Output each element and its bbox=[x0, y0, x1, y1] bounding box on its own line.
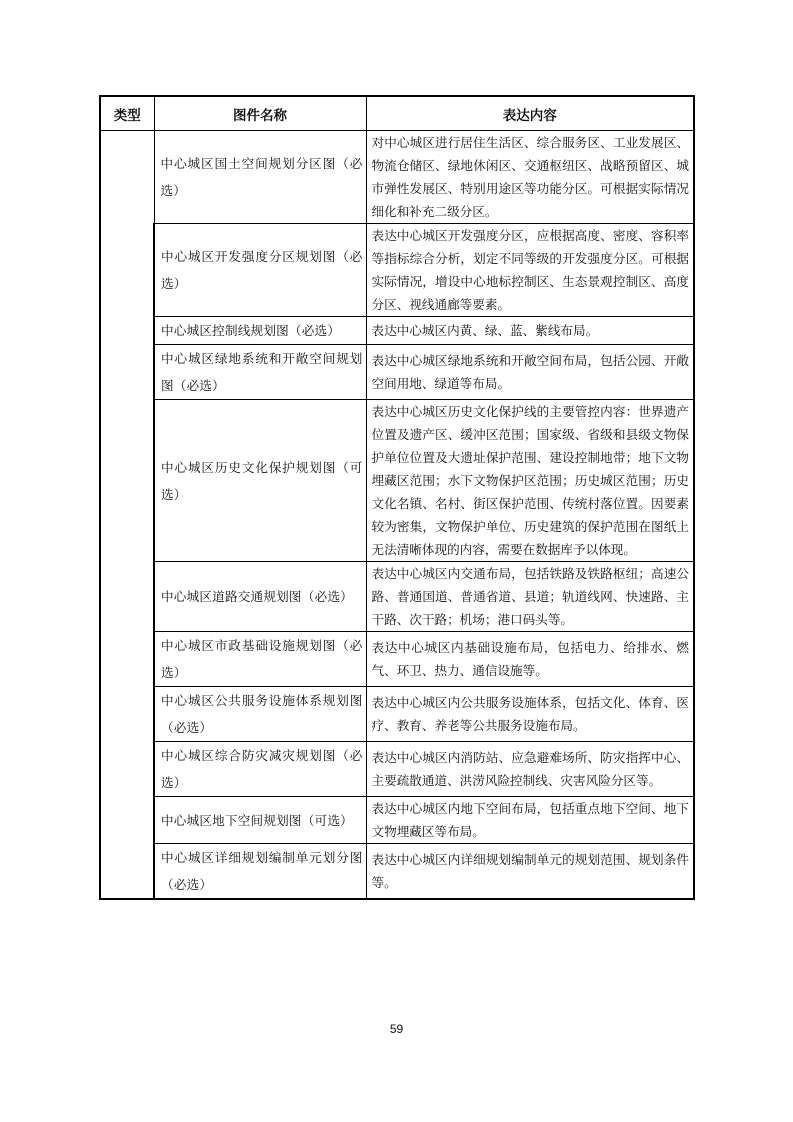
planning-maps-table bbox=[99, 95, 695, 900]
map-name-cell: 中心城区道路交通规划图（必选） bbox=[154, 562, 366, 632]
description-cell: 表达中心城区内基础设施布局，包括电力、给排水、燃气、环卫、热力、通信设施等。 bbox=[366, 632, 694, 687]
table-row bbox=[100, 345, 694, 400]
table-row bbox=[100, 687, 694, 742]
table-row bbox=[100, 224, 694, 317]
table-row bbox=[100, 742, 694, 797]
table-header-row bbox=[100, 96, 694, 131]
map-name-cell: 中心城区综合防灾减灾规划图（必选） bbox=[154, 742, 366, 797]
map-name-cell: 中心城区开发强度分区规划图（必选） bbox=[154, 224, 366, 317]
map-name-cell: 中心城区详细规划编制单元划分图（必选） bbox=[154, 844, 366, 900]
map-name-cell: 中心城区地下空间规划图（可选） bbox=[154, 797, 366, 844]
header-map-name: 图件名称 bbox=[154, 96, 366, 131]
table-row bbox=[100, 562, 694, 632]
map-name-cell: 中心城区公共服务设施体系规划图（必选） bbox=[154, 687, 366, 742]
description-cell: 表达中心城区绿地系统和开敞空间布局，包括公园、开敞空间用地、绿道等布局。 bbox=[366, 345, 694, 400]
table-row bbox=[100, 400, 694, 562]
description-cell: 表达中心城区开发强度分区，应根据高度、密度、容积率等指标综合分析，划定不同等级的开发强度分区。可根据实际情况，增设中心地标控制区、生态景观控制区、高度分区、视线通廊等要素。 bbox=[366, 224, 694, 317]
table-row bbox=[100, 632, 694, 687]
table-row bbox=[100, 797, 694, 844]
description-cell: 表达中心城区内地下空间布局，包括重点地下空间、地下文物埋藏区等布局。 bbox=[366, 797, 694, 844]
description-cell: 表达中心城区内消防站、应急避难场所、防灾指挥中心、主要疏散通道、洪涝风险控制线、灾害风险分区等。 bbox=[366, 742, 694, 797]
map-name-cell: 中心城区市政基础设施规划图（必选） bbox=[154, 632, 366, 687]
map-name-cell: 中心城区历史文化保护规划图（可选） bbox=[154, 400, 366, 562]
table-row bbox=[100, 844, 694, 900]
map-name-cell: 中心城区控制线规划图（必选） bbox=[154, 317, 366, 345]
type-cell bbox=[100, 131, 154, 900]
map-name-cell: 中心城区国土空间规划分区图（必选） bbox=[154, 131, 366, 224]
header-description: 表达内容 bbox=[366, 96, 694, 131]
map-name-cell: 中心城区绿地系统和开敞空间规划图（必选） bbox=[154, 345, 366, 400]
description-cell: 表达中心城区内公共服务设施体系，包括文化、体育、医疗、教育、养老等公共服务设施布局。 bbox=[366, 687, 694, 742]
description-cell: 对中心城区进行居住生活区、综合服务区、工业发展区、物流仓储区、绿地休闲区、交通枢纽区、战略预留区、城市弹性发展区、特别用途区等功能分区。可根据实际情况细化和补充二级分区。 bbox=[366, 131, 694, 224]
description-cell: 表达中心城区内交通布局，包括铁路及铁路枢纽；高速公路、普通国道、普通省道、县道；轨道线网、快速路、主干路、次干路；机场；港口码头等。 bbox=[366, 562, 694, 632]
description-cell: 表达中心城区历史文化保护线的主要管控内容：世界遗产位置及遗产区、缓冲区范围；国家级、省级和县级文物保护单位位置及大遗址保护范围、建设控制地带；地下文物埋藏区范围；水下文物保护区范围；历史城区范围；历史文化名镇、名村、街区保护范围、传统村落位置。因要素较为密集，文物保护单位、历史建筑的保护范围在图纸上无法清晰体现的内容，需要在数据库予以体现。 bbox=[366, 400, 694, 562]
description-cell: 表达中心城区内黄、绿、蓝、紫线布局。 bbox=[366, 317, 694, 345]
description-cell: 表达中心城区内详细规划编制单元的规划范围、规划条件等。 bbox=[366, 844, 694, 900]
table-row bbox=[100, 131, 694, 224]
table-row bbox=[100, 317, 694, 345]
page-number: 59 bbox=[389, 1022, 404, 1036]
header-type: 类型 bbox=[100, 96, 154, 131]
